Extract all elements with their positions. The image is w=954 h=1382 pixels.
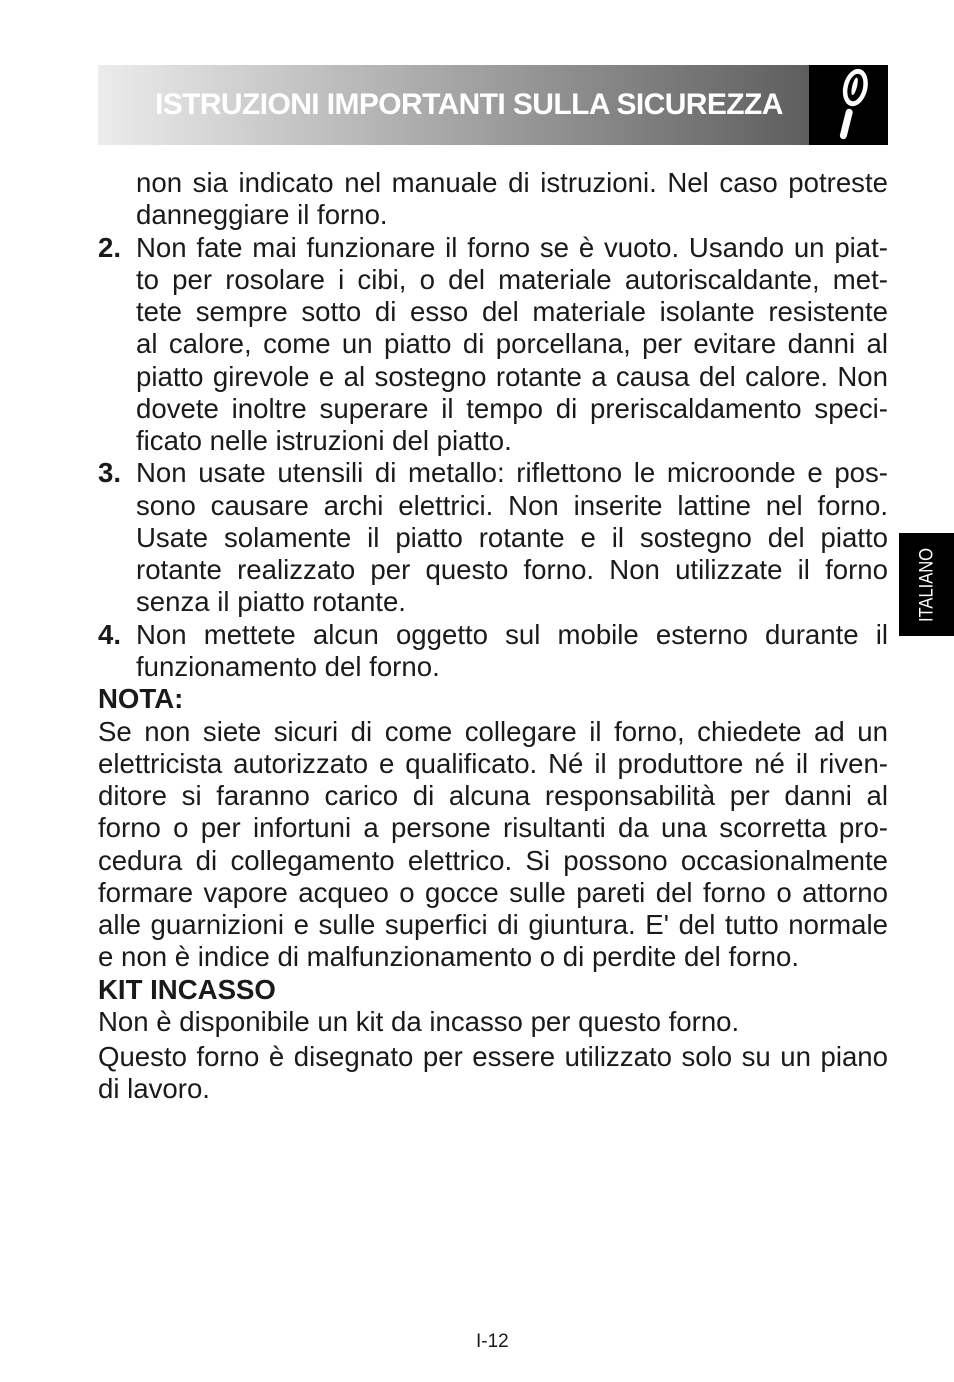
text-line: ficato nelle istruzioni del piatto. <box>136 425 512 457</box>
nota-paragraph <box>98 716 888 974</box>
section-title: ISTRUZIONI IMPORTANTI SULLA SICUREZZA <box>155 88 783 121</box>
text-line: Usate solamente il piatto rotante e il sostegno del piatto <box>136 521 888 553</box>
list-item <box>98 619 888 684</box>
text-line: senza il piatto rotante. <box>136 586 406 618</box>
text-line: forno o per infortuni a persone risultanti da una scorretta pro- <box>98 812 888 844</box>
page-body <box>98 167 888 1106</box>
text-line: Non fate mai funzionare il forno se è vuoto. Usando un piat- <box>136 231 888 263</box>
caution-icon <box>809 65 888 145</box>
language-tab <box>899 533 954 636</box>
caution-icon-box <box>809 65 888 145</box>
nota-heading: NOTA: <box>98 683 184 715</box>
kit-paragraph <box>98 1006 888 1038</box>
text-line: Non è disponibile un kit da incasso per questo forno. <box>98 1005 740 1037</box>
item-continuation <box>98 167 888 232</box>
page-number: I-12 <box>476 1331 509 1352</box>
item-number: 2. <box>98 231 122 263</box>
text-line: funzionamento del forno. <box>136 650 440 682</box>
text-line: to per rosolare i cibi, o del materiale autoriscaldante, met- <box>136 263 888 295</box>
text-line: non sia indicato nel manuale di istruzioni. Nel caso potreste <box>136 167 888 198</box>
text-line: e non è indice di malfunzionamento o di perdite del forno. <box>98 941 800 973</box>
item-text <box>136 457 888 618</box>
text-line: Questo forno è disegnato per essere utilizzato solo su un piano <box>98 1041 888 1073</box>
text-line: Non mettete alcun oggetto sul mobile esterno durante il <box>136 618 888 650</box>
item-text <box>136 619 888 684</box>
text-line: piatto girevole e al sostegno rotante a causa del calore. Non <box>136 360 888 392</box>
item-text <box>136 232 888 458</box>
list-item <box>98 457 888 618</box>
text-line: elettricista autorizzato e qualificato. Né il produttore né il riven- <box>98 747 888 779</box>
text-line: Se non siete sicuri di come collegare il forno, chiedete ad un <box>98 715 888 747</box>
list-item <box>98 232 888 458</box>
text-line: dovete inoltre superare il tempo di preriscaldamento speci- <box>136 392 888 424</box>
text-line: ditore si faranno carico di alcuna responsabilità per danni al <box>98 780 888 812</box>
section-header <box>98 65 888 145</box>
text-line: danneggiare il forno. <box>136 199 388 231</box>
item-number: 4. <box>98 618 122 650</box>
text-line: di lavoro. <box>98 1073 210 1105</box>
text-line: alle guarnizioni e sulle superfici di giuntura. E' del tutto normale <box>98 909 888 941</box>
text-line: cedura di collegamento elettrico. Si possono occasionalmente <box>98 844 888 876</box>
text-line: rotante realizzato per questo forno. Non utilizzate il forno <box>136 554 888 586</box>
text-line: formare vapore acqueo o gocce sulle pareti del forno o attorno <box>98 876 888 908</box>
text-line: Non usate utensili di metallo: riflettono le microonde e pos- <box>136 457 888 489</box>
text-line: sono causare archi elettrici. Non inserite lattine nel forno. <box>136 489 888 521</box>
text-line: al calore, come un piatto di porcellana, per evitare danni al <box>136 328 888 360</box>
text-line: tete sempre sotto di esso del materiale isolante resistente <box>136 296 888 328</box>
item-number: 3. <box>98 457 122 489</box>
kit-paragraph <box>98 1041 888 1106</box>
language-tab-label: ITALIANO <box>916 547 937 622</box>
kit-heading: KIT INCASSO <box>98 973 276 1005</box>
